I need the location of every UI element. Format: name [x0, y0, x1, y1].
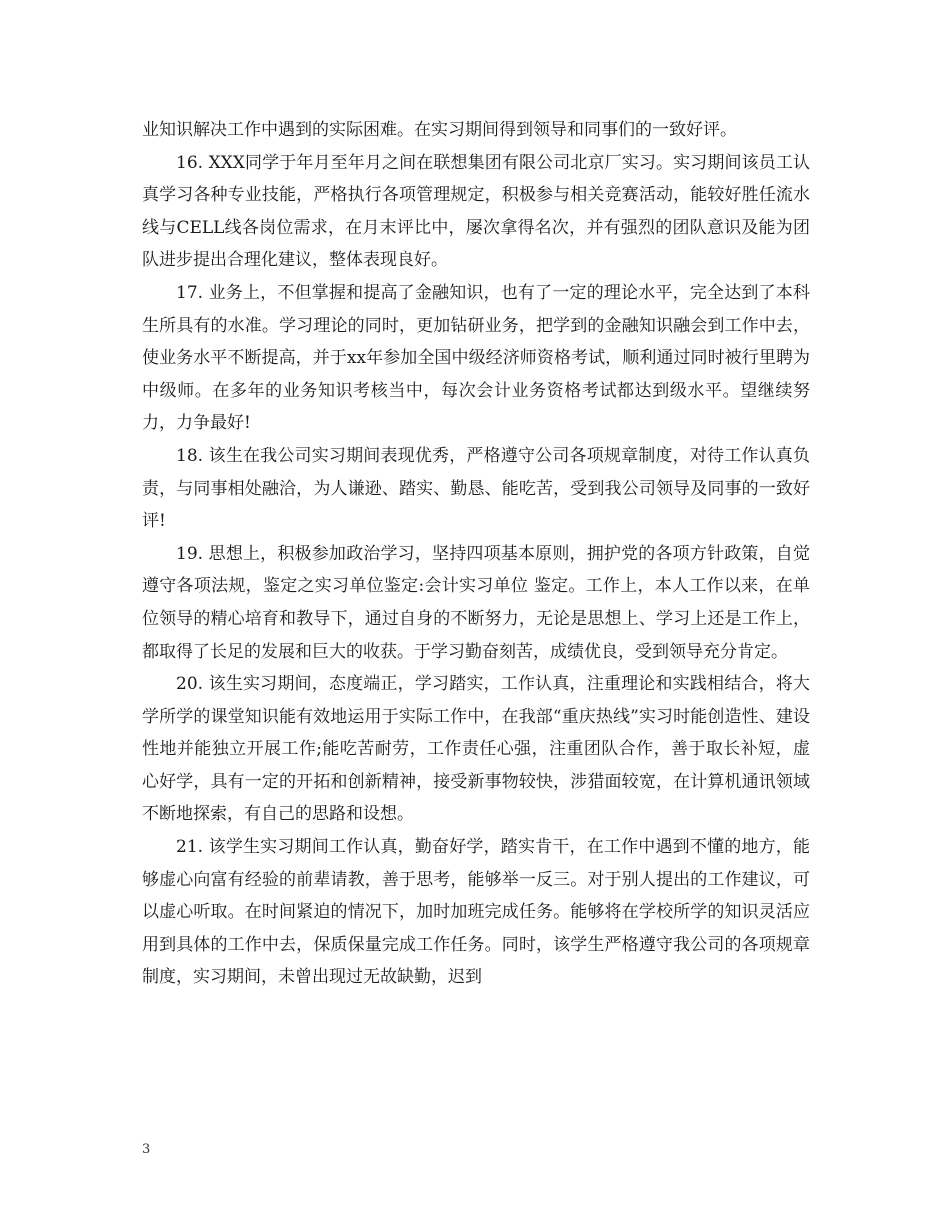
paragraph-continuation: 业知识解决工作中遇到的实际困难。在实习期间得到领导和同事们的一致好评。 — [142, 120, 737, 140]
paragraph-21: 21. 该学生实习期间工作认真，勤奋好学，踏实肯干，在工作中遇到不懂的地方，能够虚心向富有经验的前辈请教，善于思考，能够举一反三。对于别人提出的工作建议，可以虚心听取。在时间紧迫的情况下，加时加班完成任务。能够将在学校所学的知识灵活应用到具体的工作中去，保质保量完成工作任务。同时，该学生严格遵守我公司的各项规章制度，实习期间，未曾出现过无故缺勤，迟到 — [142, 837, 810, 988]
paragraph-17: 17. 业务上，不但掌握和提高了金融知识，也有了一定的理论水平，完全达到了本科生所具有的水准。学习理论的同时，更加钻研业务，把学到的金融知识融会到工作中去，使业务水平不断提高，并于xx年参加全国中级经济师资格考试，顺利通过同时被行里聘为中级师。在多年的业务知识考核当中，每次会计业务资格考试都达到级水平。望继续努力，力争最好! — [142, 282, 810, 434]
page-number: 3 — [142, 1142, 151, 1157]
paragraph-20: 20. 该生实习期间，态度端正，学习踏实，工作认真，注重理论和实践相结合，将大学所学的课堂知识能有效地运用于实际工作中，在我部“重庆热线”实习时能创造性、建设性地并能独立开展工作;能吃苦耐劳，工作责任心强，注重团队合作，善于取长补短，虚心好学，具有一定的开拓和创新精神，接受新事物较快，涉猎面较宽，在计算机通讯领域不断地探索，有自己的思路和设想。 — [142, 674, 810, 825]
paragraph-18: 18. 该生在我公司实习期间表现优秀，严格遵守公司各项规章制度，对待工作认真负责，与同事相处融洽，为人谦逊、踏实、勤恳、能吃苦，受到我公司领导及同事的一致好评! — [142, 445, 810, 532]
paragraph-19: 19. 思想上，积极参加政治学习，坚持四项基本原则，拥护党的各项方针政策，自觉遵守各项法规，鉴定之实习单位鉴定:会计实习单位 鉴定。工作上，本人工作以来，在单位领导的精心培育和教导下，通过自身的不断努力，无论是思想上、学习上还是工作上，都取得了长足的发展和巨大的收获。于学习勤奋刻苦，成绩优良，受到领导充分肯定。 — [142, 543, 810, 662]
document-body — [142, 114, 810, 994]
paragraph-16: 16. XXX同学于年月至年月之间在联想集团有限公司北京厂实习。实习期间该员工认真学习各种专业技能，严格执行各项管理规定，积极参与相关竞赛活动，能较好胜任流水线与CELL线各岗位需求，在月末评比中，屡次拿得名次，并有强烈的团队意识及能为团队进步提出合理化建议，整体表现良好。 — [142, 152, 810, 271]
